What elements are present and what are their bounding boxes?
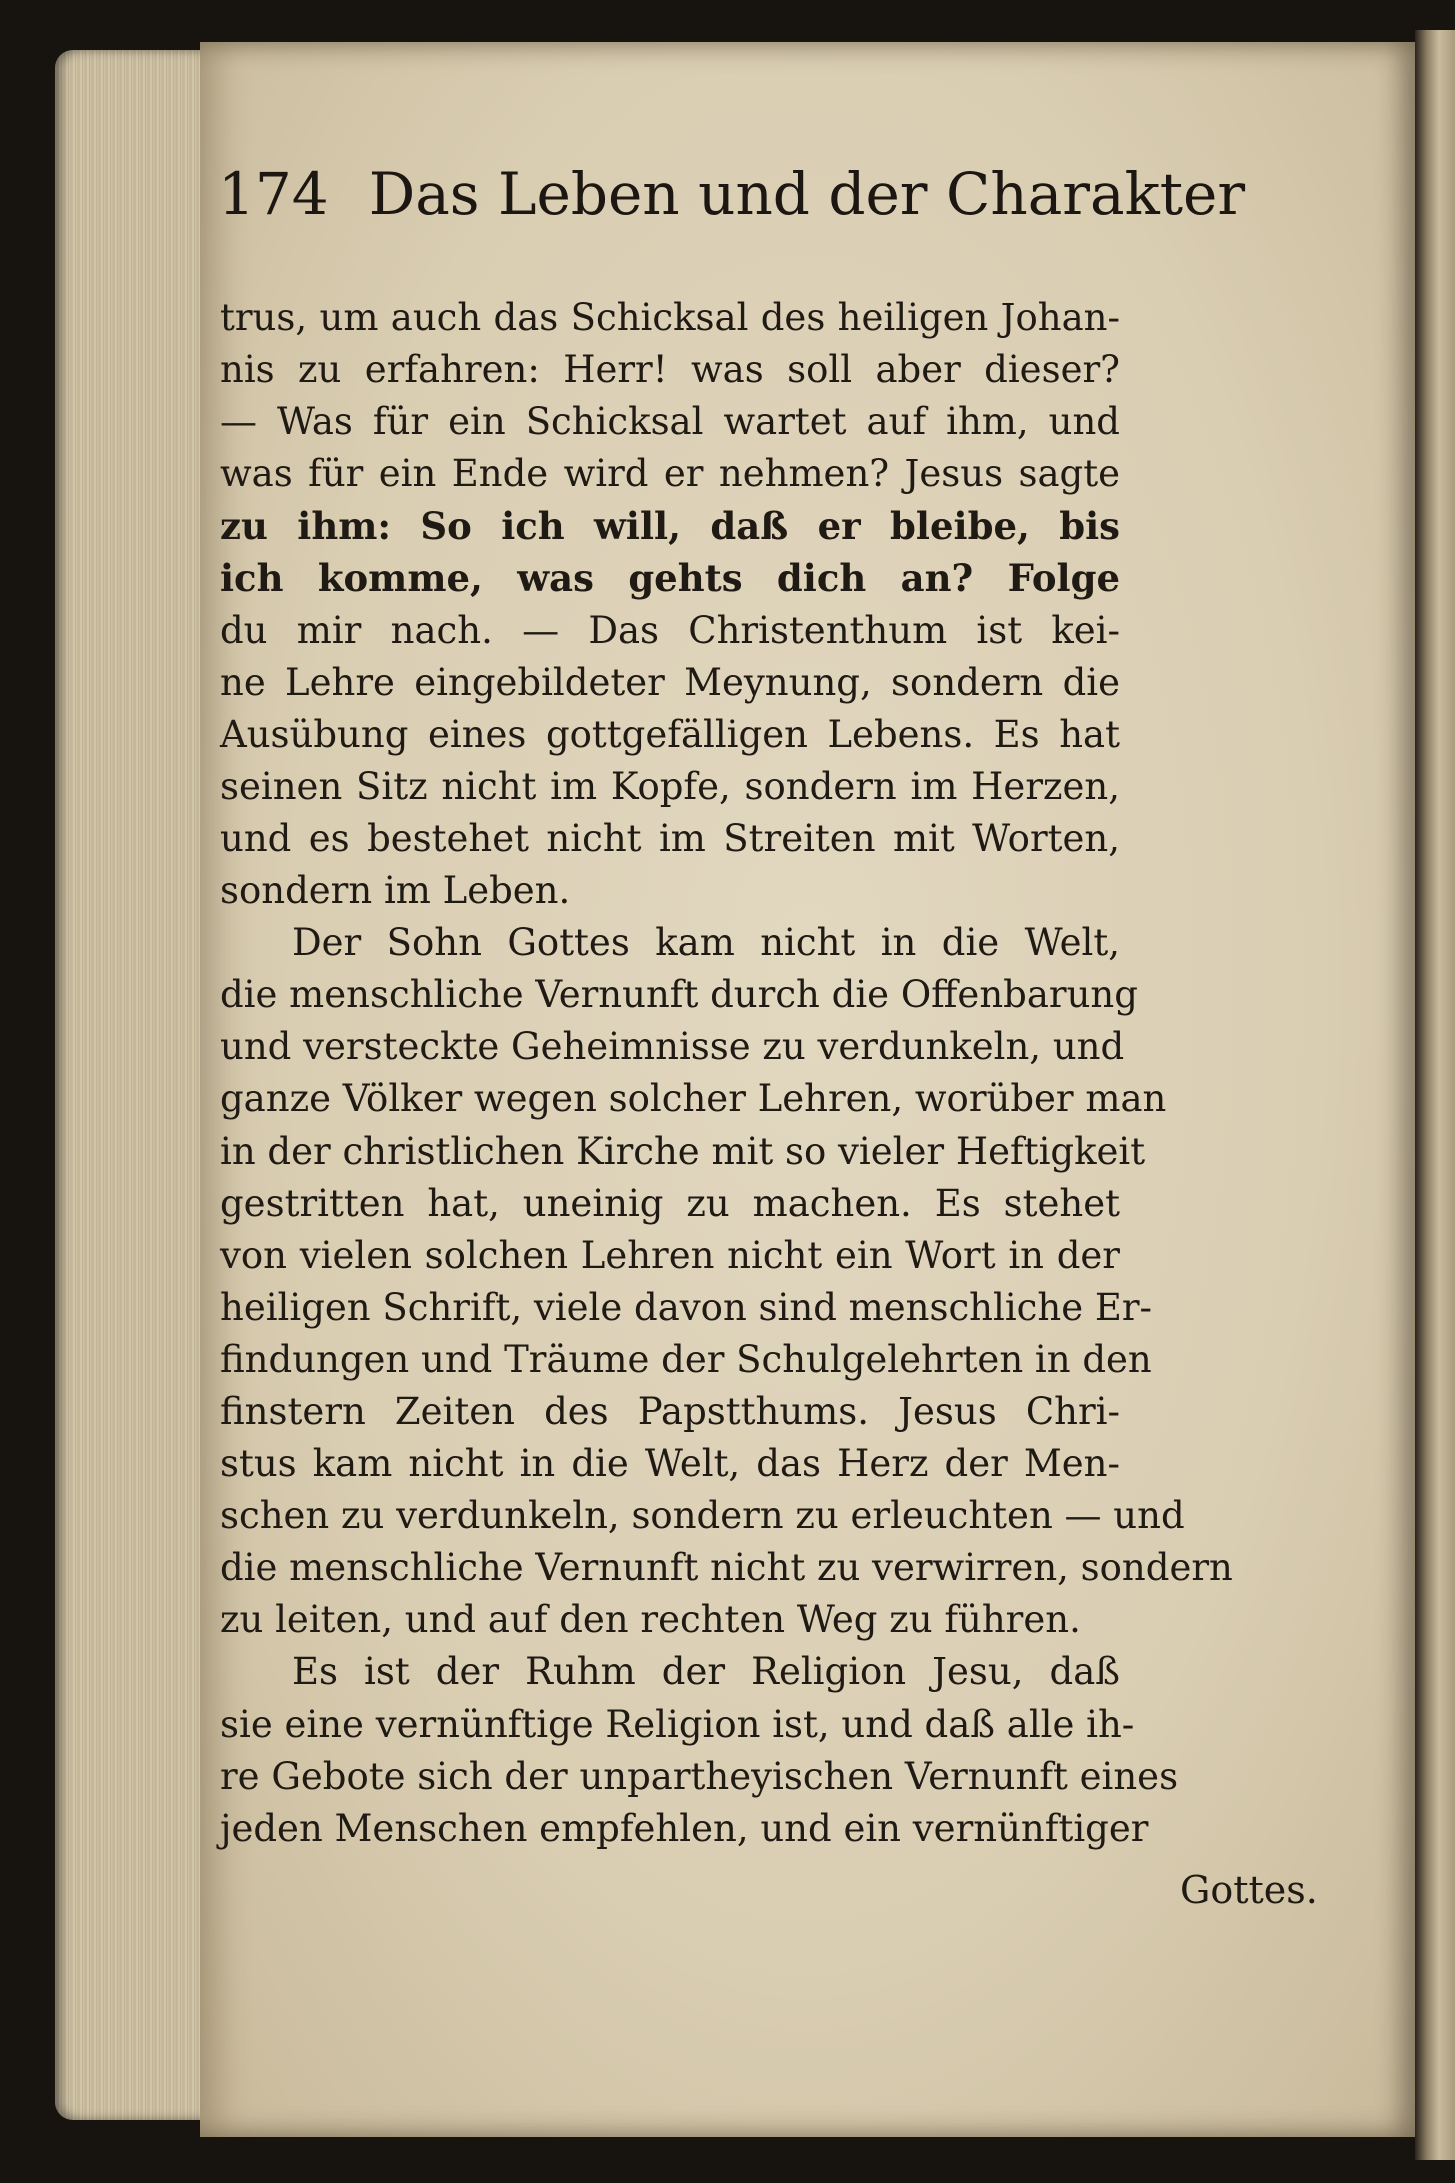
text-line: re Gebote sich der unpartheyischen Vernunft eines	[220, 1754, 1179, 1798]
text-line: findungen und Träume der Schulgelehrten in den	[220, 1337, 1152, 1381]
text-line: jeden Menschen empfehlen, und ein vernünftiger	[220, 1806, 1149, 1850]
text-line: gestritten hat, uneinig zu machen. Es stehet	[220, 1181, 1120, 1225]
text-line: die menschliche Vernunft nicht zu verwirren, sondern	[220, 1546, 1233, 1590]
text-line: die menschliche Vernunft durch die Offenbarung	[220, 973, 1138, 1017]
text-line: du mir nach. — Das Christenthum ist kei-	[220, 608, 1120, 652]
text-line: finstern Zeiten des Papstthums. Jesus Chri-	[220, 1389, 1120, 1433]
page-body-text	[220, 292, 1233, 1855]
text-line: ich komme, was gehts dich an? Folge	[220, 556, 1120, 601]
text-line: Es ist der Ruhm der Religion Jesu, daß	[292, 1650, 1120, 1694]
text-line: was für ein Ende wird er nehmen? Jesus sagte	[220, 452, 1120, 496]
text-line: von vielen solchen Lehren nicht ein Wort in der	[220, 1233, 1120, 1277]
text-line: und versteckte Geheimnisse zu verdunkeln, und	[220, 1025, 1125, 1069]
facing-page-edge	[1415, 30, 1455, 2160]
text-line: heiligen Schrift, viele davon sind menschliche Er-	[220, 1285, 1153, 1329]
page-number: 174	[218, 160, 329, 228]
running-head-title: Das Leben und der Charakter	[368, 160, 1246, 228]
text-line: stus kam nicht in die Welt, das Herz der Men-	[220, 1442, 1120, 1486]
text-line: ganze Völker wegen solcher Lehren, worüber man	[220, 1077, 1167, 1121]
text-line: — Was für ein Schicksal wartet auf ihm, und	[220, 400, 1120, 444]
text-line: trus, um auch das Schicksal des heiligen Johan-	[220, 296, 1120, 339]
text-line: nis zu erfahren: Herr! was soll aber dieser?	[220, 348, 1120, 392]
catchword: Gottes.	[1180, 1868, 1318, 1912]
text-line: zu leiten, und auf den rechten Weg zu führen.	[220, 1598, 1081, 1642]
running-header	[218, 160, 1246, 270]
text-line: zu ihm: So ich will, daß er bleibe, bis	[220, 504, 1120, 549]
text-line: ne Lehre eingebildeter Meynung, sondern die	[220, 660, 1120, 704]
text-line: Der Sohn Gottes kam nicht in die Welt,	[292, 921, 1120, 965]
text-line: sondern im Leben.	[220, 869, 571, 913]
text-line: sie eine vernünftige Religion ist, und daß alle ih-	[220, 1702, 1135, 1746]
text-line: seinen Sitz nicht im Kopfe, sondern im Herzen,	[220, 764, 1120, 808]
text-line: und es bestehet nicht im Streiten mit Worten,	[220, 816, 1120, 860]
text-line: schen zu verdunkeln, sondern zu erleuchten — und	[220, 1494, 1185, 1538]
text-line: Ausübung eines gottgefälligen Lebens. Es hat	[220, 712, 1120, 756]
text-line: in der christlichen Kirche mit so vieler Heftigkeit	[220, 1129, 1146, 1173]
